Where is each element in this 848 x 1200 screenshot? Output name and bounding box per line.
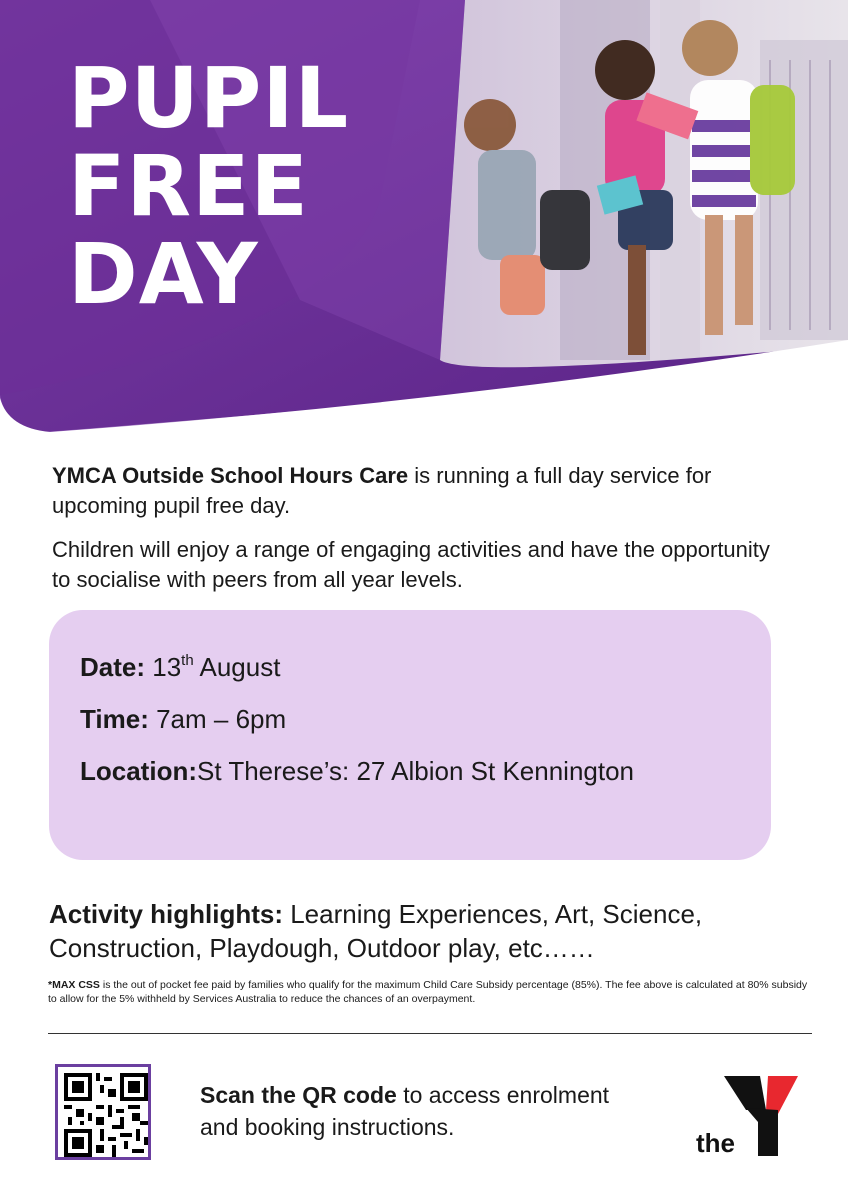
- footnote-text: is the out of pocket fee paid by families who qualify for the maximum Child Care Subsidy percentage (85%). The fee above is calculated at 80% subsidy to allow for the 5% withheld by Services Australia to reduce the chances of an overpayment.: [48, 979, 808, 1005]
- location-label: Location:: [80, 756, 197, 786]
- date-label: Date:: [80, 652, 146, 682]
- date-month: August: [193, 652, 281, 682]
- date-suffix: th: [181, 652, 194, 669]
- intro-p1-text: is running a full day service for upcoming pupil free day.: [52, 463, 712, 518]
- qr-code-icon: [64, 1073, 148, 1157]
- intro-paragraph-2: Children will enjoy a range of engaging activities and have the opportunity to socialise with peers from all year levels.: [52, 537, 770, 592]
- time-row: [80, 702, 741, 736]
- title-line-1: PUPIL: [68, 49, 350, 147]
- time-label: Time:: [80, 704, 149, 734]
- page-title: [68, 49, 350, 323]
- footnote-bold: *MAX CSS: [48, 979, 100, 991]
- highlights-value: Learning Experiences, Art, Science, Construction, Playdough, Outdoor play, etc……: [49, 899, 703, 963]
- title-line-2: FREE: [68, 137, 309, 235]
- time-value: 7am – 6pm: [148, 704, 287, 734]
- location-value: St Therese’s: 27 Albion St Kennington: [197, 756, 635, 786]
- date-day: 13: [145, 652, 182, 682]
- ymca-logo: [694, 1070, 804, 1160]
- hero-banner: [0, 0, 848, 440]
- scan-instructions: [200, 1079, 640, 1143]
- scan-text: to access enrolment and booking instructions.: [200, 1082, 610, 1140]
- date-row: [80, 650, 741, 684]
- details-box: [49, 610, 771, 860]
- qr-code[interactable]: [55, 1064, 151, 1160]
- activity-highlights: [49, 897, 809, 965]
- title-line-3: DAY: [68, 225, 259, 323]
- intro-paragraph-1: [52, 461, 772, 521]
- intro-section: [52, 461, 772, 609]
- divider: [48, 1033, 812, 1034]
- highlights-label: Activity highlights:: [49, 899, 283, 929]
- intro-org-name: YMCA Outside School Hours Care: [52, 463, 409, 488]
- scan-bold: Scan the QR code: [200, 1082, 397, 1108]
- fee-footnote: [48, 978, 808, 1006]
- logo-text: the: [696, 1128, 735, 1158]
- location-row: [80, 754, 741, 788]
